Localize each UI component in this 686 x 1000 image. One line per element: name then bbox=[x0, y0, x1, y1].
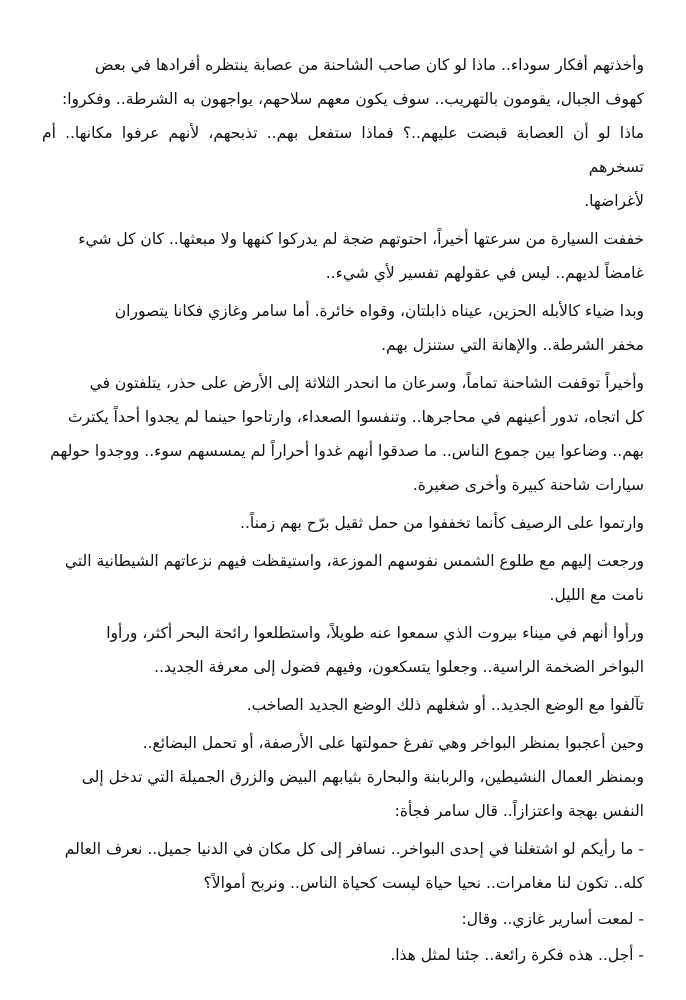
dialogue-paragraph bbox=[42, 832, 644, 900]
text-line: كل اتجاه، تدور أعينهم في محاجرها.. وتنفسوا الصعداء، وارتاحوا حينما لم يجدوا أحداً يكترث bbox=[68, 408, 644, 426]
text-line: تآلفوا مع الوضع الجديد.. أو شغلهم ذلك الوضع الجديد الصاخب. bbox=[246, 696, 644, 714]
paragraph bbox=[42, 366, 644, 502]
text-line: لأغراضها. bbox=[584, 192, 644, 210]
text-line: - ما رأيكم لو اشتغلنا في إحدى البواخر.. نسافر إلى كل مكان في الدنيا جميل.. نعرف العالم bbox=[64, 840, 644, 858]
paragraph bbox=[42, 48, 644, 218]
text-line: مخفر الشرطة.. والإهانة التي ستنزل بهم. bbox=[381, 336, 644, 354]
text-line: ورجعت إليهم مع طلوع الشمس نفوسهم الموزعة، واستيقظت فيهم نزعاتهم الشيطانية التي bbox=[64, 552, 644, 570]
text-line: وبدا ضياء كالأبله الحزين، عيناه ذابلتان، وقواه خائرة. أما سامر وغازي فكانا يتصوران bbox=[114, 302, 644, 320]
text-line: - أجل.. هذه فكرة رائعة.. جئنا لمثل هذا. bbox=[390, 946, 644, 964]
text-line: خففت السيارة من سرعتها أخيراً، احتوتهم ضجة لم يدركوا كنهها ولا مبعثها.. كان كل شيء bbox=[78, 230, 644, 248]
dialogue-paragraph bbox=[42, 902, 644, 936]
text-line: النفس بهجة واعتزازاً.. قال سامر فجأة: bbox=[394, 802, 644, 820]
paragraph bbox=[42, 544, 644, 612]
text-line: نامت مع الليل. bbox=[549, 586, 644, 604]
text-line: ورأوا أنهم في ميناء بيروت الذي سمعوا عنه طويلاً، واستطلعوا رائحة البحر أكثر، ورأوا bbox=[106, 624, 644, 642]
text-line: وبمنظر العمال النشيطين، والربابنة والبحارة بثيابهم البيض والزرق الجميلة التي تدخل إلى bbox=[81, 768, 644, 786]
text-body bbox=[42, 48, 644, 972]
text-line: - لمعت أسارير غازي.. وقال: bbox=[461, 910, 644, 928]
text-line: وحين أعجبوا بمنظر البواخر وهي تفرغ حمولتها على الأرصفة، أو تحمل البضائع.. bbox=[142, 734, 644, 752]
text-line: غامضاً لديهم.. ليس في عقولهم تفسير لأي شيء.. bbox=[325, 264, 644, 282]
text-line: سيارات شاحنة كبيرة وأخرى صغيرة. bbox=[412, 476, 644, 494]
paragraph bbox=[42, 506, 644, 540]
paragraph bbox=[42, 688, 644, 722]
text-line: وأخيراً توقفت الشاحنة تماماً، وسرعان ما انحدر الثلاثة إلى الأرض على حذر، يتلفتون في bbox=[89, 374, 644, 392]
text-line: وأخذتهم أفكار سوداء.. ماذا لو كان صاحب الشاحنة من عصابة ينتظره أفرادها في بعض bbox=[94, 56, 644, 74]
dialogue-paragraph bbox=[42, 938, 644, 972]
text-line: ماذا لو أن العصابة قبضت عليهم..؟ فماذا ستفعل بهم.. تذبحهم، لأنهم عرفوا مكانها.. أم تسخرهم bbox=[42, 124, 644, 176]
paragraph bbox=[42, 616, 644, 684]
text-line: بهم.. وضاعوا بين جموع الناس.. ما صدقوا أنهم غدوا أحراراً لم يمسسهم سوء.. ووجدوا حولهم bbox=[50, 442, 644, 460]
text-line: وارتموا على الرصيف كأنما تخففوا من حمل ثقيل برّح بهم زمناً.. bbox=[240, 514, 644, 532]
paragraph bbox=[42, 222, 644, 290]
text-line: البواخر الضخمة الراسية.. وجعلوا يتسكعون، وفيهم فضول إلى معرفة الجديد.. bbox=[154, 658, 644, 676]
paragraph bbox=[42, 294, 644, 362]
text-line: كهوف الجبال، يقومون بالتهريب.. سوف يكون معهم سلاحهم، يواجهون به الشرطة.. وفكروا: bbox=[61, 90, 644, 108]
paragraph bbox=[42, 726, 644, 828]
text-line: كله.. تكون لنا مغامرات.. نحيا حياة ليست كحياة الناس.. ونربح أموالاً؟ bbox=[203, 874, 644, 892]
